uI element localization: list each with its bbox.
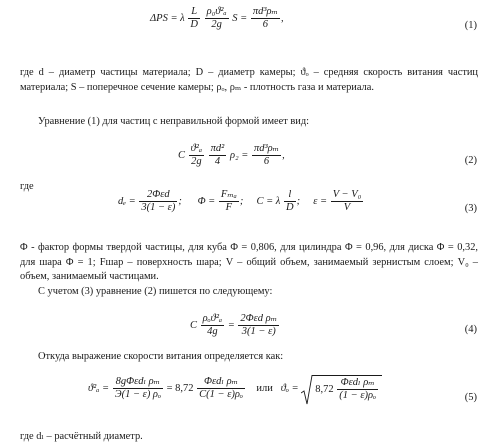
separator: ; <box>239 195 244 207</box>
fraction-denominator: D <box>285 202 294 213</box>
eq5-or: или <box>256 382 273 394</box>
radical-sign-icon <box>301 375 313 405</box>
paragraph-intro-eq5: Откуда выражение скорости витания определяется как: <box>38 351 284 362</box>
fraction-numerator: 2Φεd <box>139 189 177 202</box>
eq2-tail: , <box>282 149 285 161</box>
fraction-denominator: 6 <box>262 19 269 30</box>
equation-4-number: (4) <box>464 324 477 335</box>
eq3-fraction-eps <box>331 189 364 214</box>
eq4-fraction-left <box>201 313 224 338</box>
eq3-c: C = λ <box>256 195 281 207</box>
fraction-numerator: Fₘₐ <box>220 189 237 200</box>
equation-2-number: (2) <box>464 155 477 166</box>
equation-1 <box>150 6 284 31</box>
eq2-fraction-volume <box>252 143 281 168</box>
fraction-numerator: ϑ²ₐ <box>190 143 203 154</box>
eq3-fraction-phi <box>219 189 239 214</box>
eq4-c: C <box>190 319 198 331</box>
fraction-numerator: ρ₀ϑ²ₐ <box>206 6 227 17</box>
fraction-denominator: 2g <box>211 19 222 30</box>
fraction-numerator: 2Φεd ρₘ <box>240 313 278 324</box>
eq3-phi: Φ = <box>197 195 216 207</box>
equation-4 <box>190 313 280 338</box>
eq5-mid: = 8,72 <box>166 382 194 394</box>
eq5-fraction-1 <box>113 376 163 401</box>
fraction-numerator: πd³ρₘ <box>253 143 280 154</box>
where-label: где <box>20 181 34 192</box>
eq5-fraction-2 <box>197 376 245 401</box>
eq2-c: C <box>178 149 186 161</box>
fraction-denominator: 2g <box>191 156 202 167</box>
eq5-fraction-3 <box>337 377 378 402</box>
fraction-denominator: D <box>190 19 198 30</box>
paragraph-intro-eq2: Уравнение (1) для частиц с неправильной формой имеет вид: <box>38 116 310 127</box>
eq1-lhs: ΔPS = λ <box>150 12 185 24</box>
radicand <box>313 375 382 402</box>
separator: ; <box>178 195 182 207</box>
eq2-rho: ρ₂ = <box>229 149 249 161</box>
fraction-numerator: V − V₀ <box>332 189 362 200</box>
eq3-eps: ε = <box>313 195 328 207</box>
eq5-root-coefficient: 8,72 <box>315 383 334 395</box>
eq5-lhs: ϑ²ₐ = <box>88 382 110 394</box>
fraction-numerator: l <box>284 189 296 202</box>
fraction-denominator: (1 − ε)ρₒ <box>339 390 377 401</box>
eq3-fraction-d <box>139 189 177 214</box>
fraction-denominator: Э(1 − ε) ρₒ <box>114 389 161 400</box>
equation-5-number: (5) <box>464 392 477 403</box>
equation-3-number: (3) <box>464 203 477 214</box>
fraction-denominator: 4 <box>214 156 221 167</box>
fraction-denominator: V <box>343 202 351 213</box>
fraction-denominator: 6 <box>263 156 270 167</box>
paragraph-definitions-1: где d – диаметр частицы материала; D – диаметр камеры; ϑₒ – средняя скорость витания частиц материала; S – поперечное сечение камеры; ρₒ, ρₘ - плотность газа и материала. <box>20 67 478 93</box>
fraction-denominator: 3(1 − ε) <box>241 326 276 337</box>
fraction-numerator: 8gΦεdₗ ρₘ <box>113 376 163 389</box>
fraction-denominator: F <box>225 202 233 213</box>
fraction-denominator: 4g <box>207 326 218 337</box>
fraction-numerator: Φεdₗ ρₘ <box>197 376 245 389</box>
equation-2 <box>178 143 285 168</box>
square-root <box>301 375 382 402</box>
eq3-fraction-c <box>284 189 296 214</box>
fraction-numerator: πd³ρₘ <box>252 6 278 17</box>
equation-3 <box>118 189 364 214</box>
equation-1-number: (1) <box>464 20 477 31</box>
paragraph-intro-eq4: С учетом (3) уравнение (2) пишется по следующему: <box>38 286 273 297</box>
eq1-fraction-rho-v <box>205 6 229 31</box>
fraction-numerator: Φεdₗ ρₘ <box>337 377 378 390</box>
fraction-denominator: C(1 − ε)ρₒ <box>199 389 243 400</box>
eq1-tail: , <box>280 12 284 24</box>
fraction-numerator: L <box>188 6 200 19</box>
eq2-fraction-area <box>209 143 227 168</box>
eq3-d: dₑ = <box>118 195 136 207</box>
fraction-numerator: ρₒϑ²ₐ <box>202 313 223 324</box>
eq1-s: S = <box>232 12 248 24</box>
eq1-fraction-volume <box>251 6 280 31</box>
fraction-denominator: 3(1 − ε) <box>141 202 176 213</box>
paragraph-definitions-3: Φ - фактор формы твердой частицы, для куба Φ = 0,806, для цилиндра Φ = 0,96, для диска Φ = 0,32, для шара Φ = 1; Fшар – поверхность шара; V – общий объем, занимаемый зернистым слоем; V₀ – объем, занимаемый частицами. <box>20 242 478 283</box>
fraction-numerator: πd² <box>210 143 225 154</box>
paragraph-where-d: где dₗ – расчётный диаметр. <box>20 431 143 442</box>
eq4-fraction-right <box>238 313 279 338</box>
eq5-rhs: ϑₒ = <box>280 382 299 394</box>
eq1-fraction-l-d <box>188 6 200 31</box>
eq4-equals: = <box>227 319 235 331</box>
separator: ; <box>296 195 301 207</box>
equation-5 <box>88 375 382 402</box>
eq2-fraction-v <box>189 143 204 168</box>
